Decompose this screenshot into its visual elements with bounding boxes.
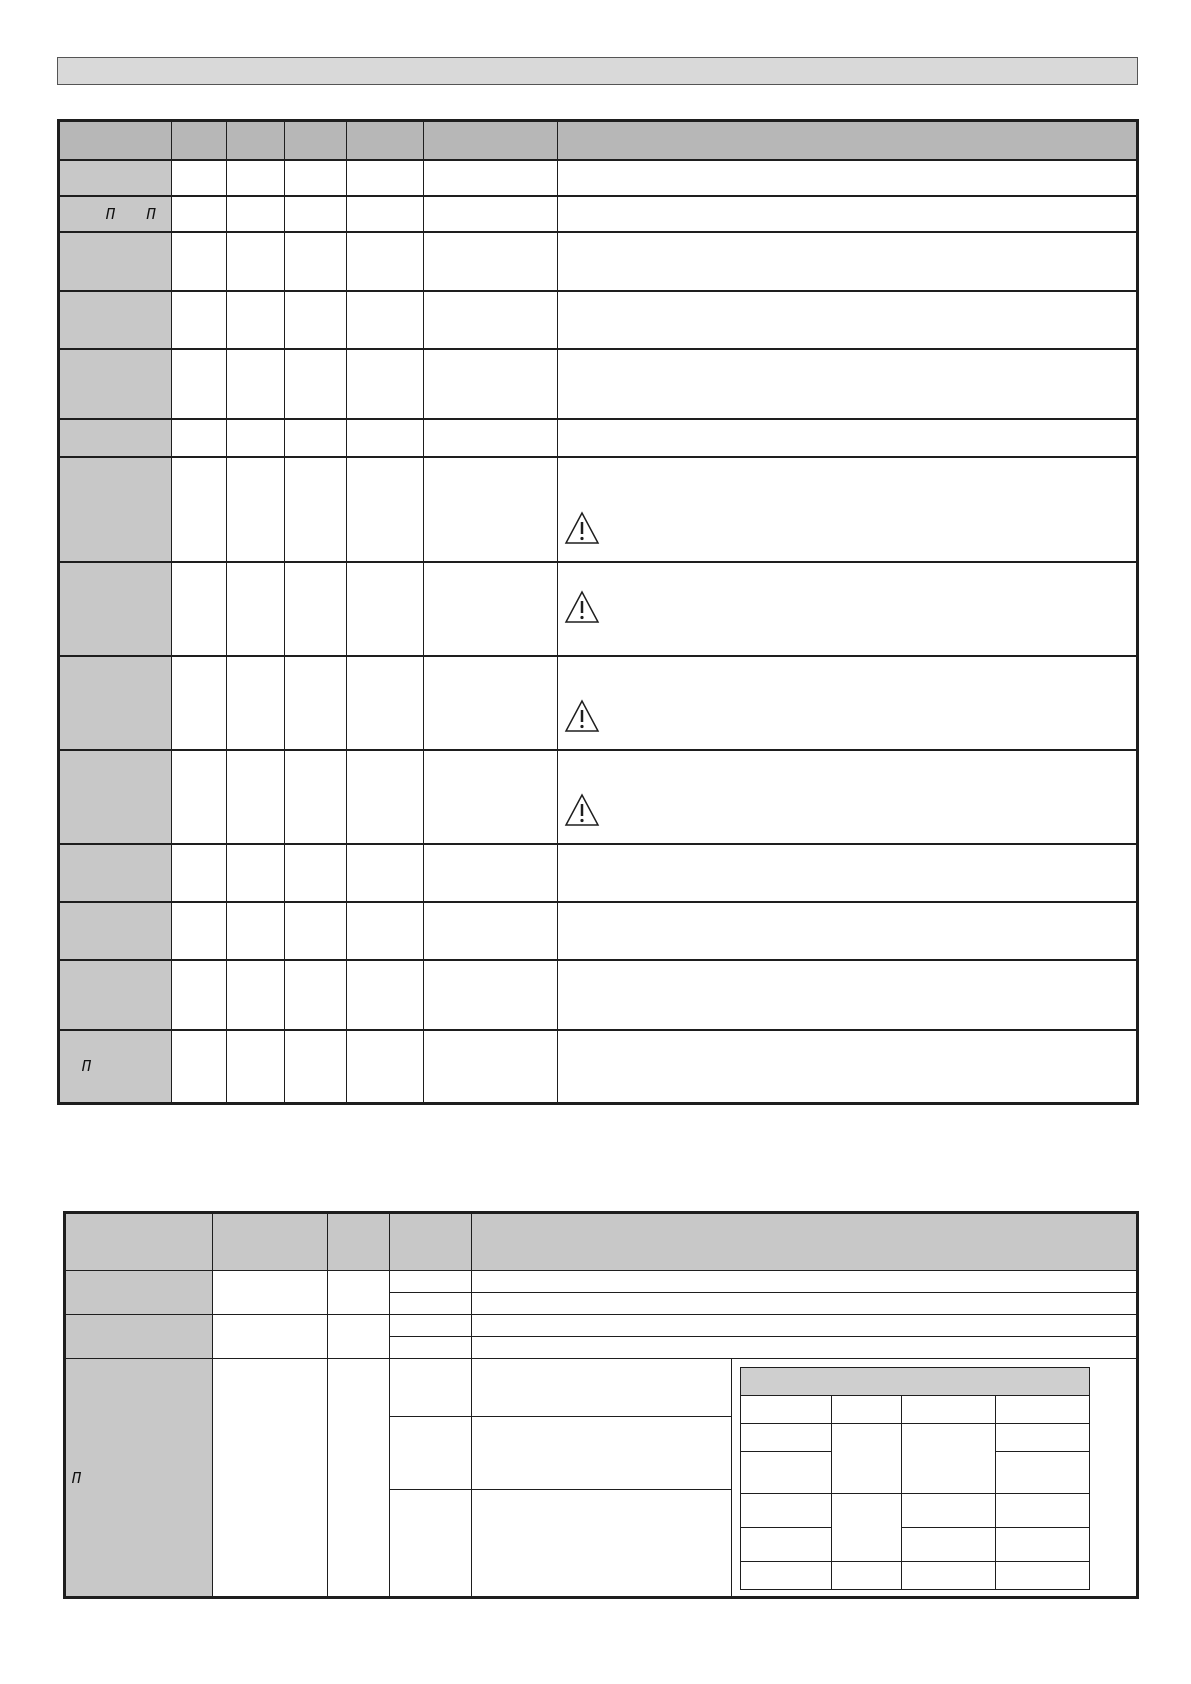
value-cell [390,1315,472,1337]
column-header [213,1213,328,1271]
reference-subtable-cell [732,1359,1138,1598]
description-cell [558,457,1138,562]
table-row [59,1030,1138,1104]
value-cell [390,1417,472,1490]
value-cell [390,1293,472,1315]
description-cell [558,902,1138,960]
segment-glyph: Π [146,204,156,223]
column-header [172,121,227,160]
warning-triangle-icon [564,511,600,548]
description-cell [558,291,1138,349]
table-row [59,656,1138,750]
description-cell [472,1315,1138,1337]
table-row [59,844,1138,902]
subtable-header-row [741,1396,1090,1424]
segment-glyph: Π [72,1468,82,1487]
description-cell [472,1359,732,1417]
parameter-cell [59,196,172,232]
parameter-cell [59,750,172,844]
parameter-cell [59,349,172,419]
description-cell [472,1417,732,1490]
column-header-description [472,1213,1138,1271]
description-cell [558,419,1138,457]
parameter-cell [59,232,172,291]
reference-subtable [740,1367,1090,1590]
parameter-cell [59,457,172,562]
description-cell [558,160,1138,196]
table-row [59,232,1138,291]
column-header-parameter [65,1213,213,1271]
parameter-cell [59,160,172,196]
segment-glyph: Π [82,1057,92,1076]
subtable-row [741,1424,1090,1452]
subtable-row [741,1528,1090,1562]
description-cell [558,844,1138,902]
table-row [59,419,1138,457]
table-header-row [65,1213,1138,1271]
description-cell [558,960,1138,1030]
parameter-cell [65,1315,213,1359]
parameter-cell [59,419,172,457]
parameter-cell [59,562,172,656]
column-header-parameter [59,121,172,160]
warning-triangle-icon [564,699,600,736]
column-header [285,121,347,160]
column-header [227,121,285,160]
value-cell [390,1490,472,1598]
warning-triangle-icon [564,590,600,627]
column-header [424,121,558,160]
table-row [59,960,1138,1030]
column-header [328,1213,390,1271]
table-row [59,750,1138,844]
value-cell [390,1337,472,1359]
table-row [59,160,1138,196]
parameter-cell [59,902,172,960]
description-cell [558,1030,1138,1104]
warning-triangle-icon [564,793,600,830]
column-header [390,1213,472,1271]
table-row [65,1359,1138,1417]
description-cell [472,1490,732,1598]
settings-table [63,1211,1139,1599]
column-header-description [558,121,1138,160]
parameter-cell [59,960,172,1030]
table-row [59,291,1138,349]
parameter-cell [59,656,172,750]
description-cell [558,232,1138,291]
parameters-table [57,119,1139,1105]
description-cell [472,1293,1138,1315]
parameter-cell [59,844,172,902]
parameter-cell [65,1271,213,1315]
description-cell [558,656,1138,750]
description-cell [558,750,1138,844]
value-cell [390,1271,472,1293]
subtable-row [741,1562,1090,1590]
value-cell [390,1359,472,1417]
description-cell [558,562,1138,656]
table-row [65,1315,1138,1337]
description-cell [472,1271,1138,1293]
table-row [59,902,1138,960]
parameter-cell [65,1359,213,1598]
table-row [65,1271,1138,1293]
parameter-cell [59,291,172,349]
parameter-cell [59,1030,172,1104]
subtable-title [741,1368,1090,1396]
table-row [59,349,1138,419]
description-cell [472,1337,1138,1359]
subtable-row [741,1494,1090,1528]
table-header-row [59,121,1138,160]
description-cell [558,196,1138,232]
table-row [59,562,1138,656]
column-header [347,121,424,160]
segment-glyph: Π [106,204,116,223]
section-header-bar [57,57,1138,85]
table-row [59,457,1138,562]
description-cell [558,349,1138,419]
table-row [59,196,1138,232]
